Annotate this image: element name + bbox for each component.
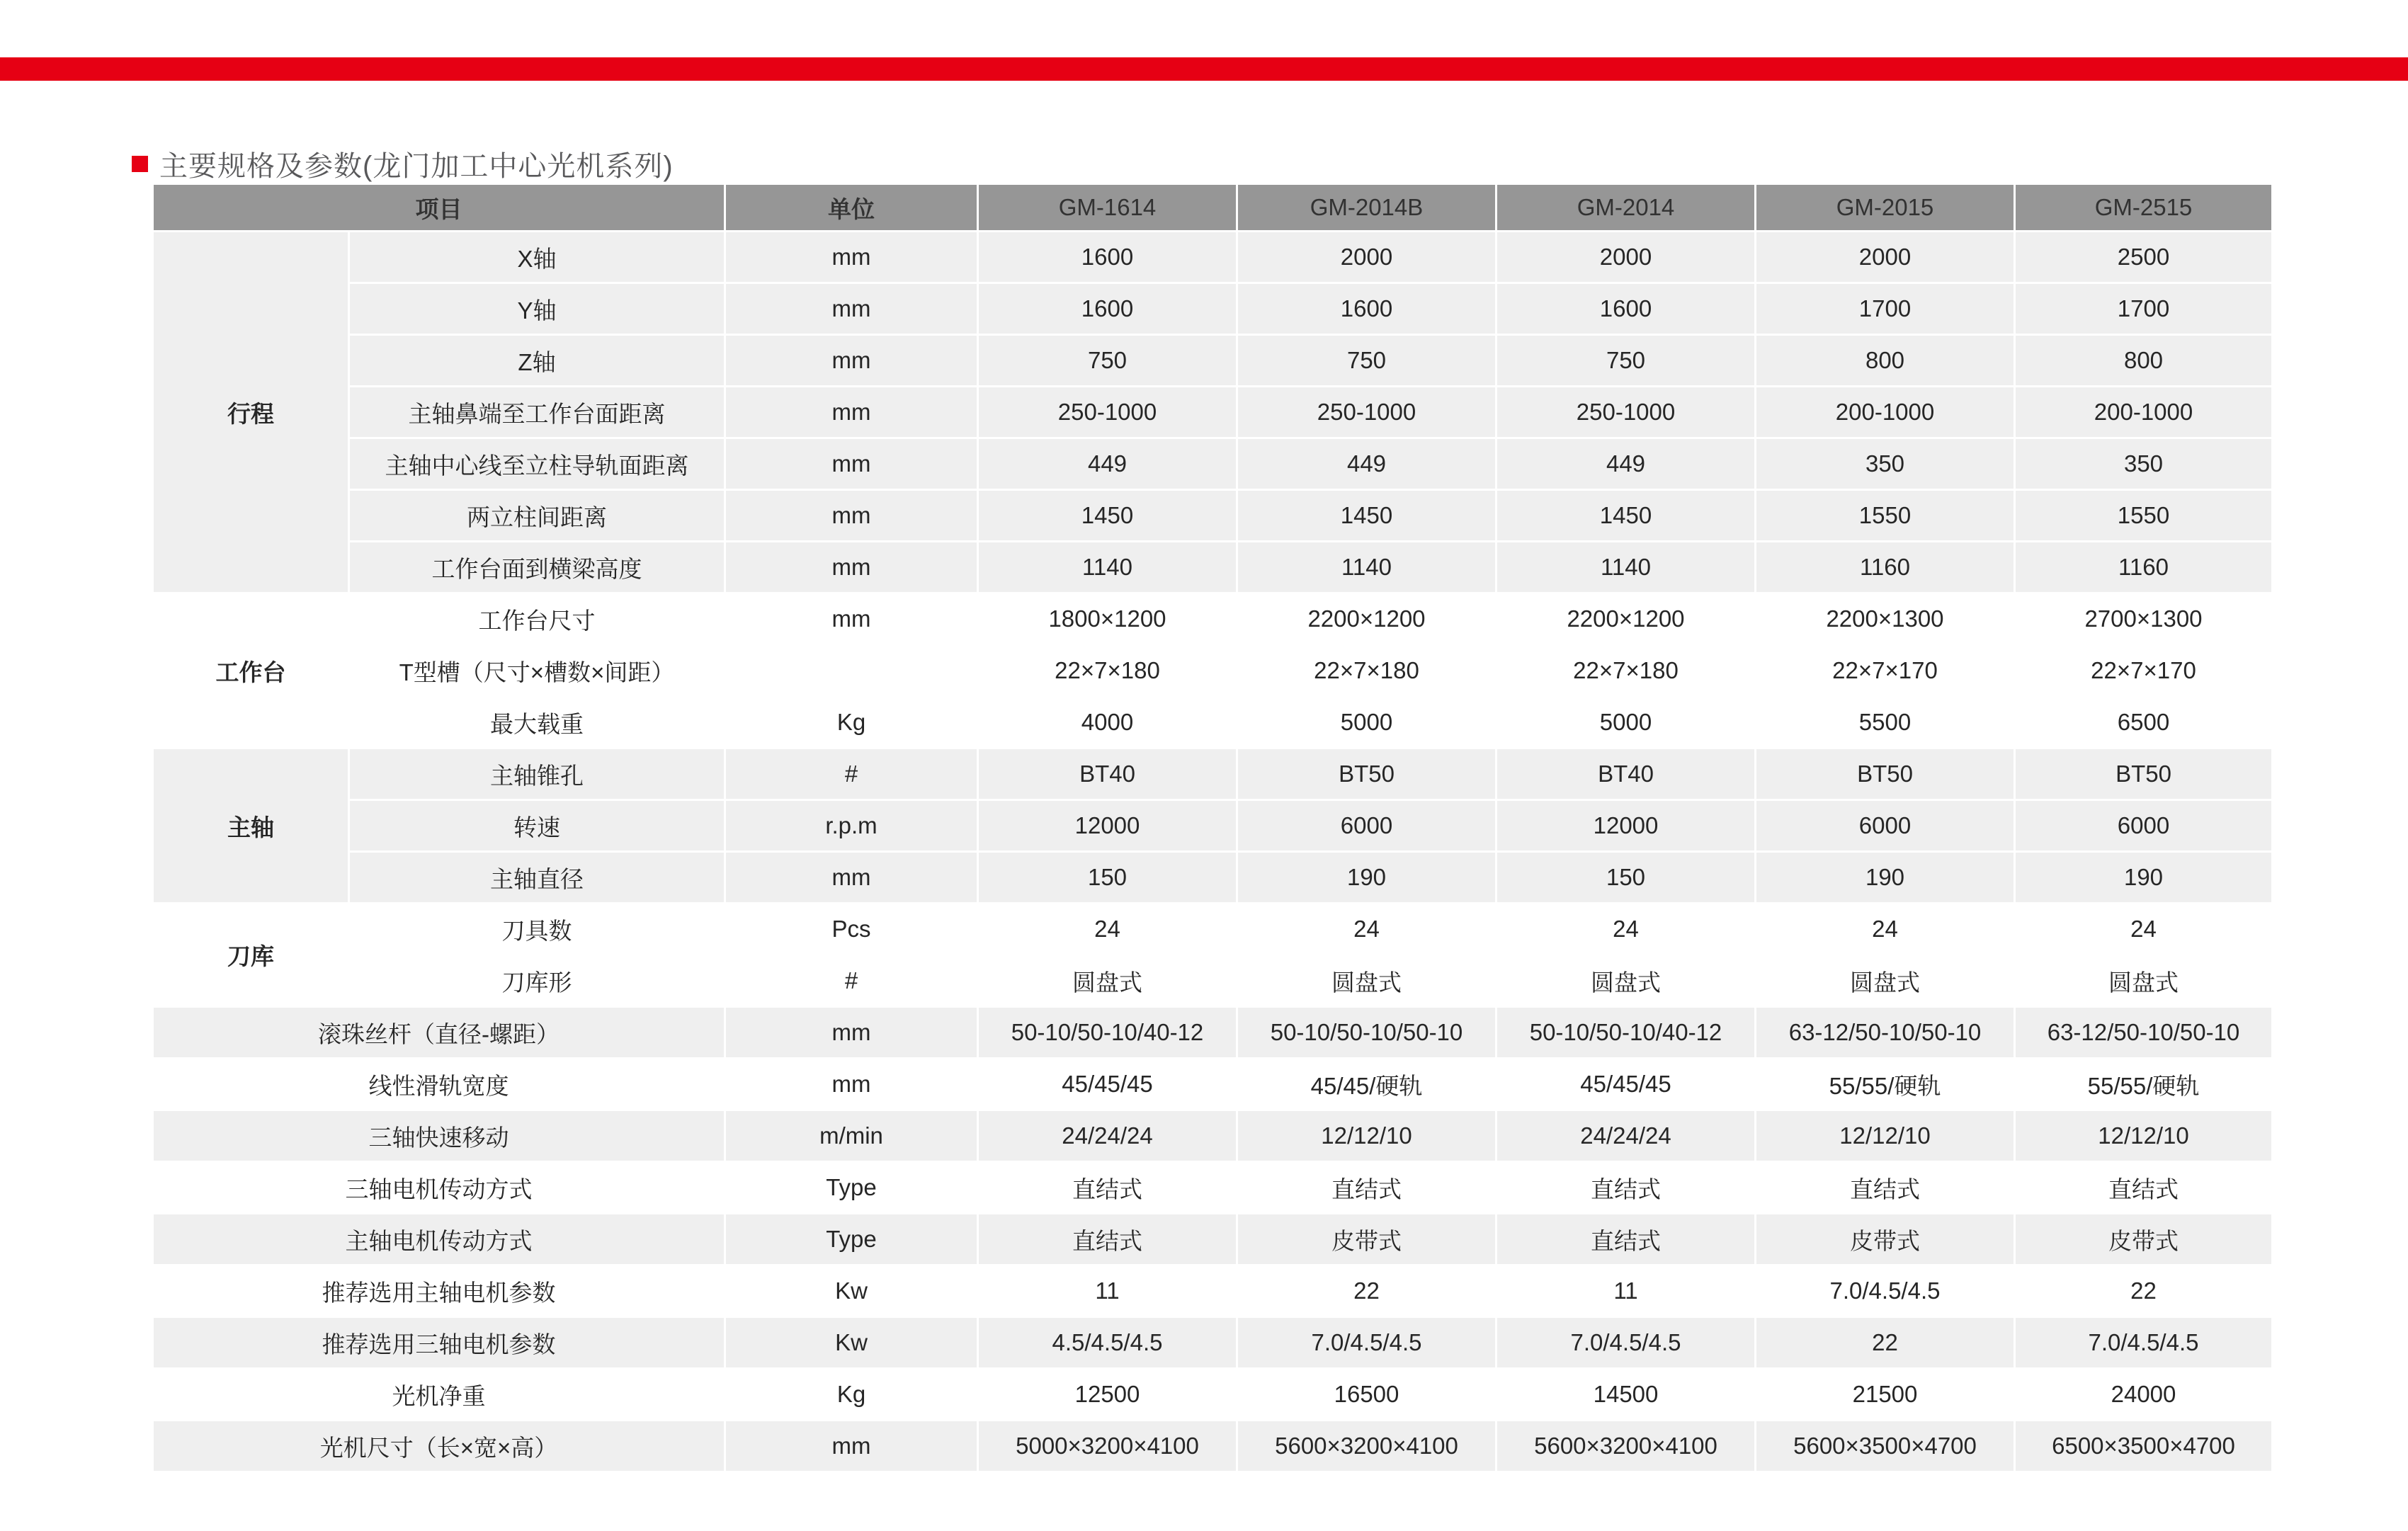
unit-cell xyxy=(725,645,978,697)
value-cell: 24/24/24 xyxy=(978,1110,1237,1162)
value-cell: 1600 xyxy=(1237,283,1497,335)
value-cell: 1140 xyxy=(978,542,1237,593)
value-cell: 6000 xyxy=(1756,800,2015,852)
group-label-cell: 刀库 xyxy=(153,904,349,1007)
value-cell: 1140 xyxy=(1497,542,1756,593)
table-row xyxy=(153,1059,2273,1110)
spec-table-header xyxy=(153,184,2273,232)
table-row xyxy=(153,1214,2273,1265)
value-cell: 5600×3500×4700 xyxy=(1756,1421,2015,1472)
unit-cell: Kw xyxy=(725,1317,978,1369)
item-label-cell: 主轴中心线至立柱导轨面距离 xyxy=(349,438,725,490)
value-cell: 190 xyxy=(1237,852,1497,904)
value-cell: 24 xyxy=(1756,904,2015,955)
value-cell: 21500 xyxy=(1756,1369,2015,1421)
value-cell: 750 xyxy=(1237,335,1497,387)
group-label-cell: 主轴 xyxy=(153,749,349,904)
value-cell: 圆盘式 xyxy=(2015,955,2273,1007)
col-header-unit: 单位 xyxy=(725,184,978,232)
value-cell: 1600 xyxy=(978,283,1237,335)
value-cell: 7.0/4.5/4.5 xyxy=(1756,1265,2015,1317)
value-cell: 2000 xyxy=(1756,232,2015,283)
value-cell: 直结式 xyxy=(1497,1162,1756,1214)
table-row xyxy=(153,1162,2273,1214)
unit-cell: mm xyxy=(725,593,978,645)
value-cell: 55/55/硬轨 xyxy=(2015,1059,2273,1110)
unit-cell: mm xyxy=(725,852,978,904)
unit-cell: mm xyxy=(725,490,978,542)
value-cell: 1160 xyxy=(1756,542,2015,593)
table-row xyxy=(153,1007,2273,1059)
unit-cell: mm xyxy=(725,335,978,387)
item-label-cell: 最大载重 xyxy=(349,697,725,749)
value-cell: 圆盘式 xyxy=(978,955,1237,1007)
table-row xyxy=(153,490,2273,542)
value-cell: 24 xyxy=(2015,904,2273,955)
item-label-cell: 推荐选用三轴电机参数 xyxy=(153,1317,725,1369)
value-cell: 2700×1300 xyxy=(2015,593,2273,645)
value-cell: 22×7×170 xyxy=(2015,645,2273,697)
group-label-cell: 行程 xyxy=(153,232,349,593)
value-cell: 直结式 xyxy=(978,1162,1237,1214)
item-label-cell: 光机尺寸（长×宽×高） xyxy=(153,1421,725,1472)
value-cell: 22×7×180 xyxy=(1237,645,1497,697)
value-cell: 250-1000 xyxy=(978,387,1237,438)
value-cell: 45/45/45 xyxy=(978,1059,1237,1110)
value-cell: 1800×1200 xyxy=(978,593,1237,645)
value-cell: 12500 xyxy=(978,1369,1237,1421)
value-cell: 6000 xyxy=(2015,800,2273,852)
table-row xyxy=(153,1369,2273,1421)
value-cell: 皮带式 xyxy=(2015,1214,2273,1265)
table-row xyxy=(153,387,2273,438)
col-header-model: GM-1614 xyxy=(978,184,1237,232)
item-label-cell: 主轴电机传动方式 xyxy=(153,1214,725,1265)
value-cell: 22 xyxy=(1756,1317,2015,1369)
value-cell: 24 xyxy=(1237,904,1497,955)
value-cell: 7.0/4.5/4.5 xyxy=(1497,1317,1756,1369)
table-row xyxy=(153,283,2273,335)
value-cell: 63-12/50-10/50-10 xyxy=(1756,1007,2015,1059)
table-row xyxy=(153,955,2273,1007)
value-cell: 直结式 xyxy=(978,1214,1237,1265)
item-label-cell: 刀库形 xyxy=(349,955,725,1007)
value-cell: 24 xyxy=(1497,904,1756,955)
red-square-bullet-icon xyxy=(132,156,148,172)
value-cell: 200-1000 xyxy=(1756,387,2015,438)
item-label-cell: 三轴快速移动 xyxy=(153,1110,725,1162)
value-cell: 2200×1200 xyxy=(1237,593,1497,645)
value-cell: 22×7×180 xyxy=(978,645,1237,697)
item-label-cell: X轴 xyxy=(349,232,725,283)
value-cell: 150 xyxy=(1497,852,1756,904)
item-label-cell: 工作台尺寸 xyxy=(349,593,725,645)
value-cell: 4000 xyxy=(978,697,1237,749)
value-cell: 4.5/4.5/4.5 xyxy=(978,1317,1237,1369)
value-cell: 1550 xyxy=(1756,490,2015,542)
value-cell: 1600 xyxy=(978,232,1237,283)
value-cell: 22 xyxy=(2015,1265,2273,1317)
value-cell: 1140 xyxy=(1237,542,1497,593)
value-cell: 圆盘式 xyxy=(1497,955,1756,1007)
value-cell: 200-1000 xyxy=(2015,387,2273,438)
value-cell: 750 xyxy=(978,335,1237,387)
col-header-model: GM-2015 xyxy=(1756,184,2015,232)
value-cell: 1600 xyxy=(1497,283,1756,335)
value-cell: 24/24/24 xyxy=(1497,1110,1756,1162)
value-cell: 190 xyxy=(2015,852,2273,904)
unit-cell: # xyxy=(725,749,978,800)
top-accent-bar xyxy=(0,57,2408,81)
table-row xyxy=(153,593,2273,645)
table-row xyxy=(153,232,2273,283)
value-cell: 22 xyxy=(1237,1265,1497,1317)
value-cell: 12000 xyxy=(978,800,1237,852)
unit-cell: Pcs xyxy=(725,904,978,955)
value-cell: 直结式 xyxy=(1237,1162,1497,1214)
value-cell: 5000 xyxy=(1497,697,1756,749)
value-cell: 2200×1200 xyxy=(1497,593,1756,645)
value-cell: 6500×3500×4700 xyxy=(2015,1421,2273,1472)
value-cell: 24000 xyxy=(2015,1369,2273,1421)
table-row xyxy=(153,438,2273,490)
value-cell: 1550 xyxy=(2015,490,2273,542)
value-cell: 63-12/50-10/50-10 xyxy=(2015,1007,2273,1059)
table-row xyxy=(153,1421,2273,1472)
unit-cell: Kg xyxy=(725,1369,978,1421)
unit-cell: mm xyxy=(725,232,978,283)
item-label-cell: 线性滑轨宽度 xyxy=(153,1059,725,1110)
value-cell: 16500 xyxy=(1237,1369,1497,1421)
value-cell: 12/12/10 xyxy=(1237,1110,1497,1162)
unit-cell: Type xyxy=(725,1162,978,1214)
page-title: 主要规格及参数(龙门加工中心光机系列) xyxy=(159,151,674,182)
item-label-cell: Y轴 xyxy=(349,283,725,335)
table-row xyxy=(153,697,2273,749)
value-cell: 2200×1300 xyxy=(1756,593,2015,645)
value-cell: 皮带式 xyxy=(1756,1214,2015,1265)
unit-cell: mm xyxy=(725,542,978,593)
unit-cell: mm xyxy=(725,1421,978,1472)
col-header-model: GM-2515 xyxy=(2015,184,2273,232)
value-cell: 11 xyxy=(978,1265,1237,1317)
unit-cell: mm xyxy=(725,1007,978,1059)
value-cell: 24 xyxy=(978,904,1237,955)
value-cell: 直结式 xyxy=(1756,1162,2015,1214)
table-row xyxy=(153,645,2273,697)
value-cell: 7.0/4.5/4.5 xyxy=(1237,1317,1497,1369)
item-label-cell: 推荐选用主轴电机参数 xyxy=(153,1265,725,1317)
spec-table-body xyxy=(153,232,2273,1472)
value-cell: 12/12/10 xyxy=(2015,1110,2273,1162)
value-cell: 2500 xyxy=(2015,232,2273,283)
value-cell: 皮带式 xyxy=(1237,1214,1497,1265)
table-row xyxy=(153,904,2273,955)
table-row xyxy=(153,335,2273,387)
value-cell: 1450 xyxy=(1497,490,1756,542)
value-cell: 45/45/硬轨 xyxy=(1237,1059,1497,1110)
unit-cell: r.p.m xyxy=(725,800,978,852)
value-cell: 250-1000 xyxy=(1497,387,1756,438)
unit-cell: mm xyxy=(725,387,978,438)
group-label-cell: 工作台 xyxy=(153,593,349,749)
value-cell: 45/45/45 xyxy=(1497,1059,1756,1110)
value-cell: BT40 xyxy=(1497,749,1756,800)
unit-cell: mm xyxy=(725,1059,978,1110)
item-label-cell: 主轴鼻端至工作台面距离 xyxy=(349,387,725,438)
value-cell: 150 xyxy=(978,852,1237,904)
header-row xyxy=(153,184,2273,232)
section-title xyxy=(132,144,674,184)
value-cell: BT50 xyxy=(2015,749,2273,800)
item-label-cell: 三轴电机传动方式 xyxy=(153,1162,725,1214)
value-cell: 50-10/50-10/40-12 xyxy=(978,1007,1237,1059)
value-cell: 350 xyxy=(2015,438,2273,490)
value-cell: 50-10/50-10/40-12 xyxy=(1497,1007,1756,1059)
item-label-cell: 主轴直径 xyxy=(349,852,725,904)
value-cell: 350 xyxy=(1756,438,2015,490)
item-label-cell: 两立柱间距离 xyxy=(349,490,725,542)
value-cell: 11 xyxy=(1497,1265,1756,1317)
unit-cell: # xyxy=(725,955,978,1007)
value-cell: BT40 xyxy=(978,749,1237,800)
table-row xyxy=(153,1110,2273,1162)
table-row xyxy=(153,749,2273,800)
value-cell: 12/12/10 xyxy=(1756,1110,2015,1162)
value-cell: 5600×3200×4100 xyxy=(1237,1421,1497,1472)
item-label-cell: 工作台面到横梁高度 xyxy=(349,542,725,593)
value-cell: 1700 xyxy=(2015,283,2273,335)
col-header-item: 项目 xyxy=(153,184,725,232)
col-header-model: GM-2014 xyxy=(1497,184,1756,232)
value-cell: 2000 xyxy=(1497,232,1756,283)
item-label-cell: 主轴锥孔 xyxy=(349,749,725,800)
unit-cell: mm xyxy=(725,438,978,490)
value-cell: 1450 xyxy=(978,490,1237,542)
spec-table xyxy=(152,183,2273,1473)
value-cell: 圆盘式 xyxy=(1756,955,2015,1007)
item-label-cell: 转速 xyxy=(349,800,725,852)
col-header-model: GM-2014B xyxy=(1237,184,1497,232)
table-row xyxy=(153,542,2273,593)
value-cell: 449 xyxy=(1237,438,1497,490)
value-cell: 449 xyxy=(978,438,1237,490)
value-cell: 22×7×170 xyxy=(1756,645,2015,697)
value-cell: BT50 xyxy=(1756,749,2015,800)
value-cell: 449 xyxy=(1497,438,1756,490)
item-label-cell: 光机净重 xyxy=(153,1369,725,1421)
unit-cell: Kw xyxy=(725,1265,978,1317)
value-cell: 圆盘式 xyxy=(1237,955,1497,1007)
value-cell: 5000 xyxy=(1237,697,1497,749)
value-cell: 6000 xyxy=(1237,800,1497,852)
table-row xyxy=(153,852,2273,904)
value-cell: 750 xyxy=(1497,335,1756,387)
value-cell: 6500 xyxy=(2015,697,2273,749)
value-cell: 直结式 xyxy=(2015,1162,2273,1214)
value-cell: 22×7×180 xyxy=(1497,645,1756,697)
value-cell: 直结式 xyxy=(1497,1214,1756,1265)
unit-cell: mm xyxy=(725,283,978,335)
value-cell: 2000 xyxy=(1237,232,1497,283)
value-cell: BT50 xyxy=(1237,749,1497,800)
value-cell: 12000 xyxy=(1497,800,1756,852)
item-label-cell: 刀具数 xyxy=(349,904,725,955)
value-cell: 50-10/50-10/50-10 xyxy=(1237,1007,1497,1059)
value-cell: 250-1000 xyxy=(1237,387,1497,438)
unit-cell: Type xyxy=(725,1214,978,1265)
value-cell: 55/55/硬轨 xyxy=(1756,1059,2015,1110)
value-cell: 800 xyxy=(1756,335,2015,387)
value-cell: 190 xyxy=(1756,852,2015,904)
value-cell: 14500 xyxy=(1497,1369,1756,1421)
table-row xyxy=(153,800,2273,852)
value-cell: 1160 xyxy=(2015,542,2273,593)
item-label-cell: T型槽（尺寸×槽数×间距） xyxy=(349,645,725,697)
value-cell: 7.0/4.5/4.5 xyxy=(2015,1317,2273,1369)
unit-cell: m/min xyxy=(725,1110,978,1162)
item-label-cell: 滚珠丝杆（直径-螺距） xyxy=(153,1007,725,1059)
value-cell: 1700 xyxy=(1756,283,2015,335)
value-cell: 5600×3200×4100 xyxy=(1497,1421,1756,1472)
table-row xyxy=(153,1265,2273,1317)
value-cell: 1450 xyxy=(1237,490,1497,542)
value-cell: 5500 xyxy=(1756,697,2015,749)
unit-cell: Kg xyxy=(725,697,978,749)
value-cell: 800 xyxy=(2015,335,2273,387)
item-label-cell: Z轴 xyxy=(349,335,725,387)
value-cell: 5000×3200×4100 xyxy=(978,1421,1237,1472)
table-row xyxy=(153,1317,2273,1369)
